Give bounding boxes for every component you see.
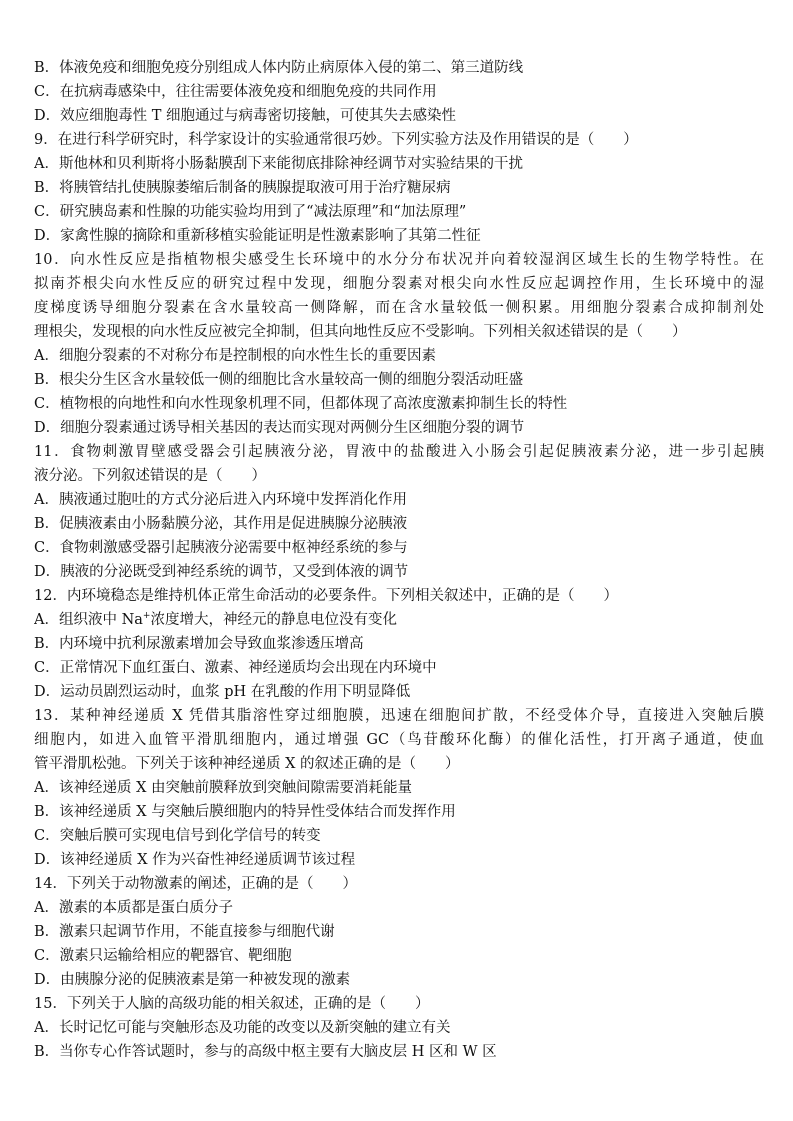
option-line: C．在抗病毒感染中，往往需要体液免疫和细胞免疫的共同作用 — [34, 84, 437, 100]
question-13-stem: 13．某种神经递质 X 凭借其脂溶性穿过细胞膜，迅速在细胞间扩散，不经受体介导，直接进入突触后膜 — [34, 708, 764, 724]
question-13-stem: 细胞内，如进入血管平滑肌细胞内，通过增强 GC（鸟苷酸环化酶）的催化活性，打开离子通道，使血 — [34, 732, 764, 748]
option-line: B．将胰管结扎使胰腺萎缩后制备的胰腺提取液可用于治疗糖尿病 — [34, 180, 451, 196]
option-line: D．效应细胞毒性 T 细胞通过与病毒密切接触，可使其失去感染性 — [34, 108, 457, 124]
option-line: B．该神经递质 X 与突触后膜细胞内的特异性受体结合而发挥作用 — [34, 804, 456, 820]
option-line: D．细胞分裂素通过诱导相关基因的表达而实现对两侧分生区细胞分裂的调节 — [34, 420, 525, 436]
question-11-stem: 液分泌。下列叙述错误的是（ ） — [34, 468, 266, 484]
option-line: A．细胞分裂素的不对称分布是控制根的向水性生长的重要因素 — [34, 348, 436, 364]
option-line: D．由胰腺分泌的促胰液素是第一种被发现的激素 — [34, 972, 351, 988]
option-line: A．激素的本质都是蛋白质分子 — [34, 900, 233, 916]
option-line: D．胰液的分泌既受到神经系统的调节，又受到体液的调节 — [34, 564, 409, 580]
option-line: C．正常情况下血红蛋白、激素、神经递质均会出现在内环境中 — [34, 660, 437, 676]
question-10-stem: 拟南芥根尖向水性反应的研究过程中发现，细胞分裂素对根尖向水性反应起调控作用，生长环境中的湿 — [34, 276, 764, 292]
option-line: D．家禽性腺的摘除和重新移植实验能证明是性激素影响了其第二性征 — [34, 228, 481, 244]
question-11-stem: 11．食物刺激胃壁感受器会引起胰液分泌，胃液中的盐酸进入小肠会引起促胰液素分泌，进一步引起胰 — [34, 444, 764, 460]
option-text: A．组织液中 Na — [34, 612, 143, 628]
option-text: 浓度增大，神经元的静息电位没有变化 — [150, 612, 397, 628]
option-line: B．激素只起调节作用，不能直接参与细胞代谢 — [34, 924, 335, 940]
question-9-stem: 9．在进行科学研究时，科学家设计的实验通常很巧妙。下列实验方法及作用错误的是（ ） — [34, 132, 638, 148]
option-line: A．长时记忆可能与突触形态及功能的改变以及新突触的建立有关 — [34, 1020, 451, 1036]
question-10-stem: 10．向水性反应是指植物根尖感受生长环境中的水分分布状况并向着较湿润区域生长的生物学特性。在 — [34, 252, 764, 268]
option-line: D．该神经递质 X 作为兴奋性神经递质调节该过程 — [34, 852, 356, 868]
option-line: A．该神经递质 X 由突触前膜释放到突触间隙需要消耗能量 — [34, 780, 413, 796]
question-14-stem: 14．下列关于动物激素的阐述，正确的是（ ） — [34, 876, 357, 892]
option-line: C．研究胰岛素和性腺的功能实验均用到了“减法原理”和“加法原理” — [34, 204, 467, 220]
option-line: B．促胰液素由小肠黏膜分泌，其作用是促进胰腺分泌胰液 — [34, 516, 408, 532]
option-line: C．突触后膜可实现电信号到化学信号的转变 — [34, 828, 321, 844]
question-13-stem: 管平滑肌松弛。下列关于该种神经递质 X 的叙述正确的是（ ） — [34, 756, 460, 772]
question-12-stem: 12．内环境稳态是维持机体正常生命活动的必要条件。下列相关叙述中，正确的是（ ） — [34, 588, 618, 604]
option-line: C．植物根的向地性和向水性现象机理不同，但都体现了高浓度激素抑制生长的特性 — [34, 396, 568, 412]
option-line: C．食物刺激感受器引起胰液分泌需要中枢神经系统的参与 — [34, 540, 408, 556]
question-10-stem: 理根尖，发现根的向水性反应被完全抑制，但其向地性反应不受影响。下列相关叙述错误的是（ ） — [34, 324, 687, 340]
option-line: B．内环境中抗利尿激素增加会导致血浆渗透压增高 — [34, 636, 364, 652]
option-line: B．根尖分生区含水量较低一侧的细胞比含水量较高一侧的细胞分裂活动旺盛 — [34, 372, 524, 388]
question-15-stem: 15．下列关于人脑的高级功能的相关叙述，正确的是（ ） — [34, 996, 430, 1012]
option-line — [34, 608, 764, 632]
option-line: A．胰液通过胞吐的方式分泌后进入内环境中发挥消化作用 — [34, 492, 407, 508]
option-line: C．激素只运输给相应的靶器官、靶细胞 — [34, 948, 292, 964]
ion-charge-superscript: + — [142, 611, 151, 622]
option-line: A．斯他林和贝利斯将小肠黏膜刮下来能彻底排除神经调节对实验结果的干扰 — [34, 156, 523, 172]
option-line: B．体液免疫和细胞免疫分别组成人体内防止病原体入侵的第二、第三道防线 — [34, 60, 524, 76]
option-line: D．运动员剧烈运动时，血浆 pH 在乳酸的作用下明显降低 — [34, 684, 411, 700]
question-10-stem: 度梯度诱导细胞分裂素在含水量较高一侧降解，而在含水量较低一侧积累。用细胞分裂素合成抑制剂处 — [34, 300, 764, 316]
option-line: B．当你专心作答试题时，参与的高级中枢主要有大脑皮层 H 区和 W 区 — [34, 1044, 497, 1060]
